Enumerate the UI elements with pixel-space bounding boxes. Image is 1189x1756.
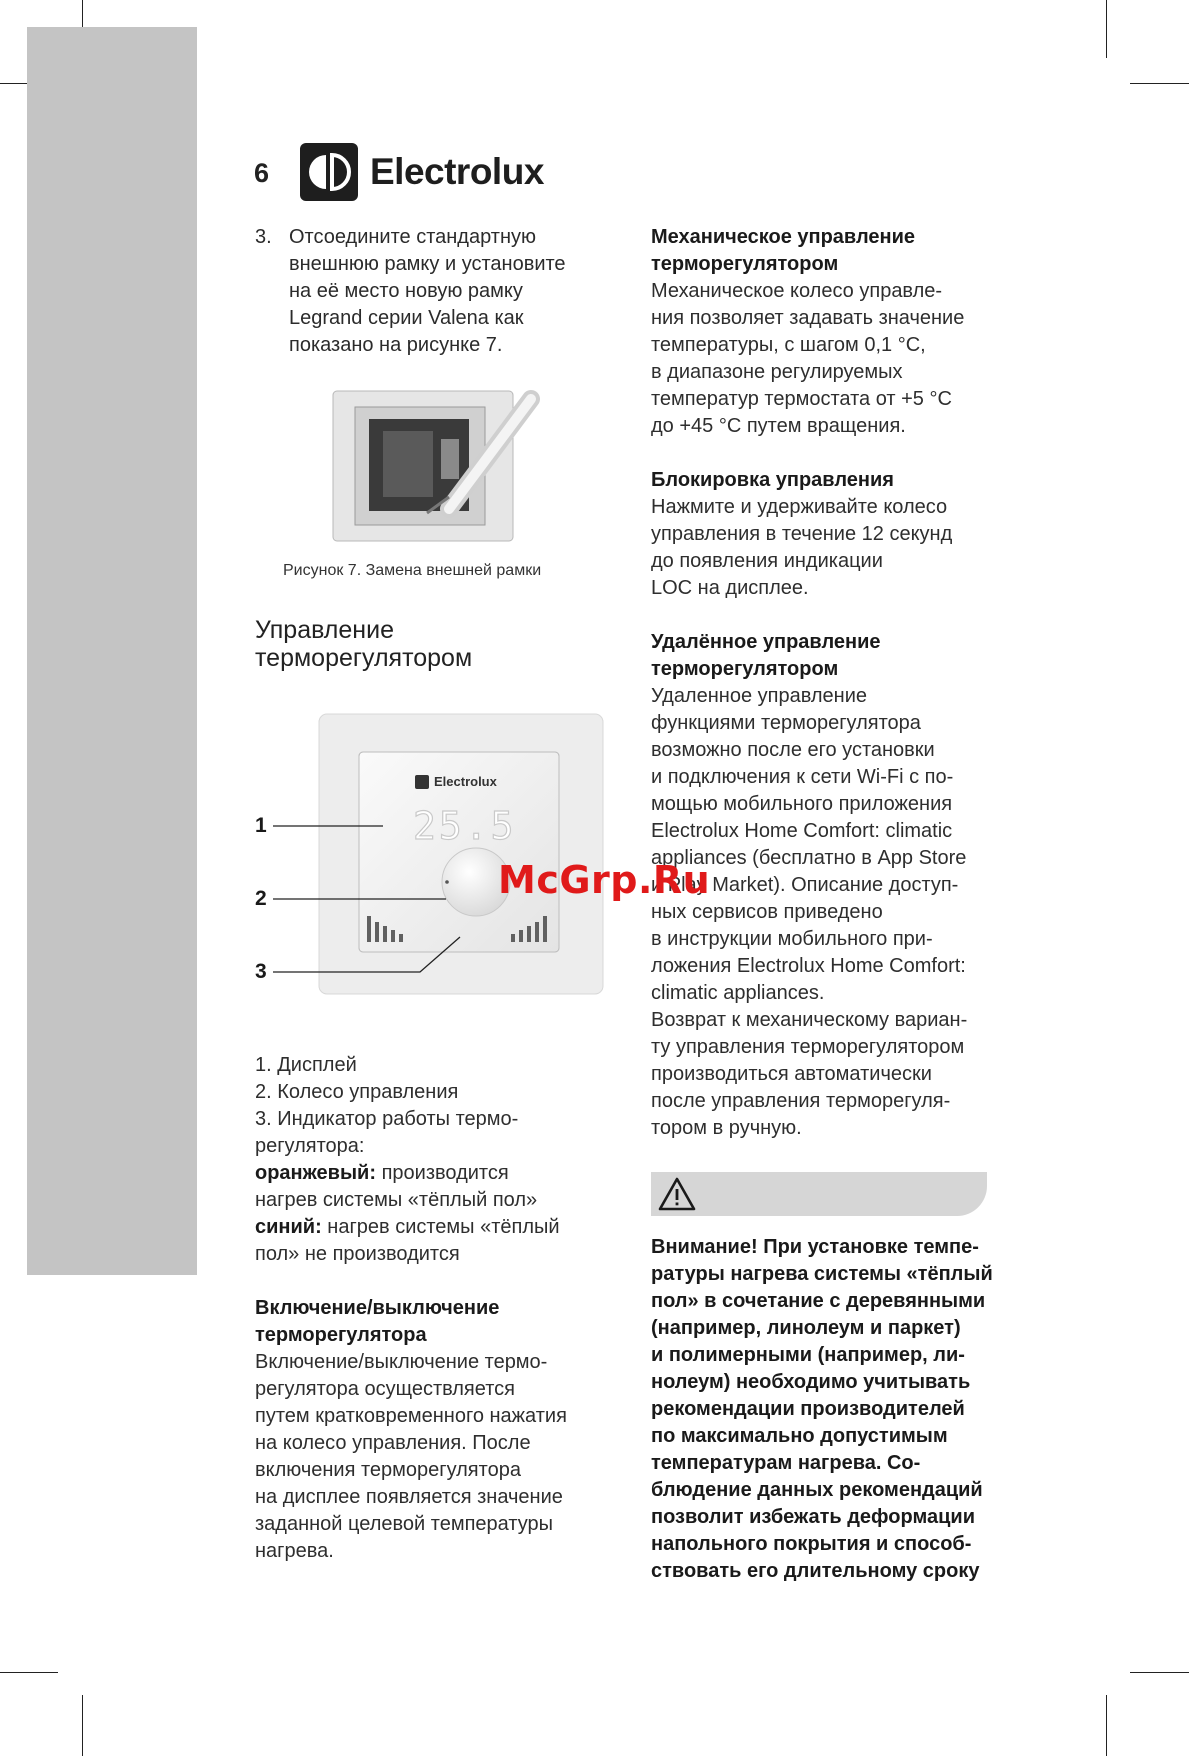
orange-text: производится — [376, 1162, 509, 1184]
mechanical-heading: Механическое управление — [651, 226, 916, 248]
orange-label: оранжевый: — [255, 1162, 377, 1184]
onoff-line: регулятора осуществляется — [255, 1378, 515, 1400]
side-band — [27, 27, 197, 1275]
legend-item: 1. Дисплей — [255, 1054, 357, 1076]
remote-line: после управления терморегуля- — [651, 1090, 951, 1112]
remote-line: в инструкции мобильного при- — [651, 928, 933, 950]
warning-line: нолеум) необходимо учитывать — [651, 1371, 971, 1393]
warning-line: блюдение данных рекомендаций — [651, 1479, 983, 1501]
step-line: показано на рисунке 7. — [289, 334, 503, 356]
right-column — [651, 224, 1021, 1585]
crop-mark — [1130, 83, 1189, 84]
step-number: 3. — [255, 226, 272, 248]
legend-item: 3. Индикатор работы термо- — [255, 1108, 519, 1130]
remote-line: мощью мобильного приложения — [651, 793, 953, 815]
warning-line: позволит избежать деформации — [651, 1506, 975, 1528]
crop-mark — [1130, 1672, 1189, 1673]
warning-icon — [657, 1176, 697, 1212]
thermostat-legend — [255, 1052, 625, 1268]
crop-mark — [1106, 0, 1107, 58]
legend-item: 2. Колесо управления — [255, 1081, 459, 1103]
remote-line: climatic appliances. — [651, 982, 825, 1004]
onoff-line: заданной целевой температуры — [255, 1513, 553, 1535]
lock-line: до появления индикации — [651, 550, 883, 572]
warning-line: пол» в сочетание с деревянными — [651, 1290, 986, 1312]
remote-line: тором в ручную. — [651, 1117, 802, 1139]
callout-1: 1 — [255, 814, 267, 837]
figure-7-frame-replacement — [331, 389, 549, 544]
crop-mark — [1106, 1695, 1107, 1756]
remote-line: ту управления терморегулятором — [651, 1036, 965, 1058]
lock-heading: Блокировка управления — [651, 469, 894, 491]
legend-orange — [255, 1160, 625, 1187]
electrolux-logo — [300, 143, 544, 201]
step-line: на её место новую рамку — [289, 280, 523, 302]
legend-orange-cont: нагрев системы «тёплый пол» — [255, 1189, 538, 1211]
crop-mark — [82, 1695, 83, 1756]
lock-line: Нажмите и удерживайте колесо — [651, 496, 948, 518]
onoff-line: Включение/выключение термо- — [255, 1351, 548, 1373]
section-title — [255, 616, 625, 672]
callout-2: 2 — [255, 887, 267, 910]
remote-line: ложения Electrolux Home Comfort: — [651, 955, 966, 977]
remote-line: производиться автоматически — [651, 1063, 932, 1085]
mechanical-line: температур термостата от +5 °C — [651, 388, 952, 410]
warning-line: и полимерными (например, ли- — [651, 1344, 965, 1366]
watermark: McGrp.Ru — [498, 858, 711, 902]
legend-item: регулятора: — [255, 1135, 365, 1157]
mechanical-line: температуры, с шагом 0,1 °C, — [651, 334, 926, 356]
warning-line: ратуры нагрева системы «тёплый — [651, 1263, 993, 1285]
callout-3: 3 — [255, 960, 267, 983]
onoff-line: включения терморегулятора — [255, 1459, 521, 1481]
step-line: внешнюю рамку и установите — [289, 253, 566, 275]
lock-line: LOC на дисплее. — [651, 577, 809, 599]
thermostat-display: 25.5 — [413, 804, 517, 848]
warning-line: Внимание! При установке темпе- — [651, 1236, 979, 1258]
step-3 — [255, 224, 625, 359]
mechanical-line: Механическое колесо управле- — [651, 280, 943, 302]
remote-heading: Удалённое управление — [651, 631, 881, 653]
page-number: 6 — [254, 158, 270, 188]
warning-line: рекомендации производителей — [651, 1398, 965, 1420]
mechanical-heading: терморегулятором — [651, 253, 839, 275]
lock-line: управления в течение 12 секунд — [651, 523, 953, 545]
thermostat-logo — [415, 774, 497, 789]
brand-name: Electrolux — [370, 151, 544, 192]
section-title-line: Управление — [255, 616, 394, 644]
onoff-line: на дисплее появляется значение — [255, 1486, 563, 1508]
onoff-section — [255, 1295, 625, 1565]
crop-mark — [0, 1672, 58, 1673]
mechanical-line: в диапазоне регулируемых — [651, 361, 903, 383]
remote-line: Возврат к механическому вариан- — [651, 1009, 968, 1031]
lock-section — [651, 467, 1021, 602]
onoff-heading: терморегулятора — [255, 1324, 427, 1346]
onoff-heading: Включение/выключение — [255, 1297, 500, 1319]
blue-label: синий: — [255, 1216, 322, 1238]
onoff-line: путем кратковременного нажатия — [255, 1405, 567, 1427]
mechanical-line: ния позволяет задавать значение — [651, 307, 965, 329]
legend-blue-cont: пол» не производится — [255, 1243, 460, 1265]
remote-line: и Play Market). Описание доступ- — [651, 874, 959, 896]
remote-line: Удаленное управление — [651, 685, 867, 707]
section-title-line: терморегулятором — [255, 644, 473, 672]
onoff-line: нагрева. — [255, 1540, 334, 1562]
warning-text — [651, 1234, 1021, 1585]
warning-line: ствовать его длительному сроку — [651, 1560, 980, 1582]
mechanical-section — [651, 224, 1021, 440]
warning-line: температурам нагрева. Со- — [651, 1452, 921, 1474]
thermostat-brand: Electrolux — [434, 774, 497, 789]
remote-line: возможно после его установки — [651, 739, 935, 761]
remote-heading: терморегулятором — [651, 658, 839, 680]
remote-line: ных сервисов приведено — [651, 901, 883, 923]
remote-line: и подключения к сети Wi-Fi с по- — [651, 766, 954, 788]
legend-blue — [255, 1214, 625, 1241]
remote-line: функциями терморегулятора — [651, 712, 921, 734]
thermostat-logo-icon — [415, 775, 429, 789]
warning-bar — [651, 1172, 987, 1216]
electrolux-logo-icon — [300, 143, 358, 201]
step-line: Отсоедините стандартную — [289, 226, 536, 248]
figure-7-caption: Рисунок 7. Замена внешней рамки — [283, 562, 542, 579]
blue-text: нагрев системы «тёплый — [321, 1216, 560, 1238]
remote-line: Electrolux Home Comfort: climatic — [651, 820, 953, 842]
onoff-line: на колесо управления. После — [255, 1432, 531, 1454]
warning-line: (например, линолеум и паркет) — [651, 1317, 961, 1339]
step-line: Legrand серии Valena как — [289, 307, 524, 329]
warning-line: по максимально допустимым — [651, 1425, 948, 1447]
remote-line: appliances (бесплатно в App Store — [651, 847, 967, 869]
mechanical-line: до +45 °C путем вращения. — [651, 415, 906, 437]
warning-line: напольного покрытия и способ- — [651, 1533, 972, 1555]
